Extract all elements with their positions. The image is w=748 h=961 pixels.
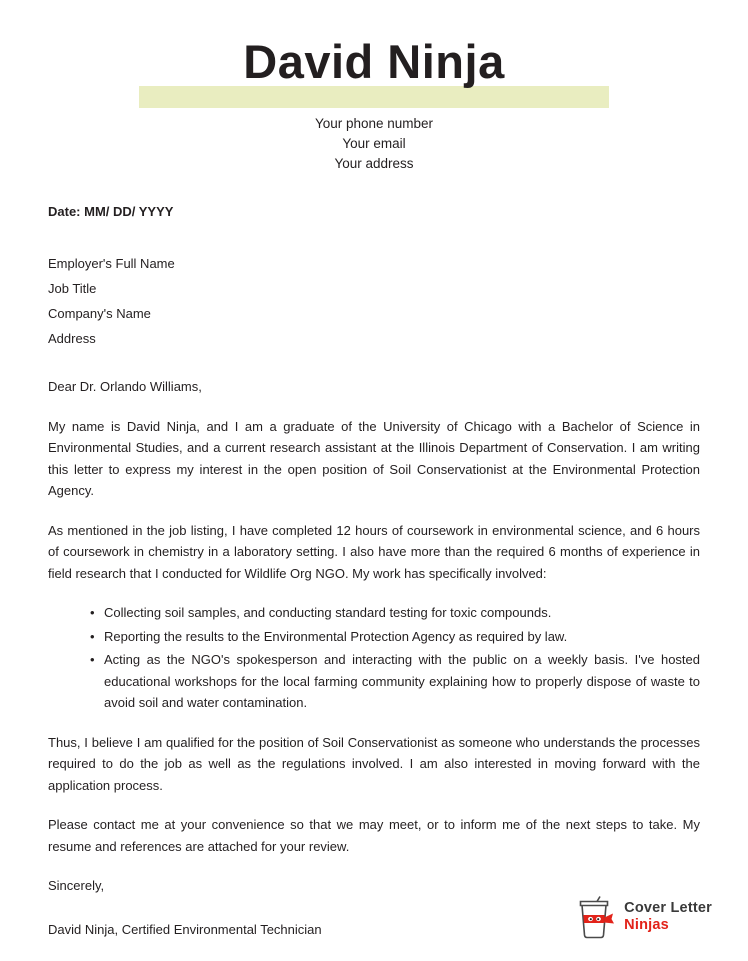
brand-logo-text <box>624 900 712 933</box>
achievements-list <box>48 602 700 714</box>
list-item: • Acting as the NGO's spokesperson and interacting with the public on a weekly basis. I've hosted educational workshops for the local farming community explaining how to properly dispose of waste to avoid soil and water contamination. <box>90 649 700 714</box>
list-item: • Collecting soil samples, and conducting standard testing for toxic compounds. <box>90 602 700 624</box>
paragraph-1: My name is David Ninja, and I am a graduate of the University of Chicago with a Bachelor of Science in Environmental Studies, and a current research assistant at the Illinois Department of Conservation. I am writing this letter to express my interest in the open position of Soil Conservationist at the Environmental Protection Agency. <box>48 418 700 499</box>
contact-address: Your address <box>334 155 414 171</box>
paragraph-3: Thus, I believe I am qualified for the position of Soil Conservationist as someone who understands the processes required to do the job as well as the regulations involved. I am also interested in moving forward with the application process. <box>48 734 700 793</box>
brand-name-line2: Ninjas <box>624 917 669 933</box>
brand-name-line1: Cover Letter <box>624 900 712 917</box>
brand-logo[interactable] <box>573 895 712 939</box>
closing: Sincerely, <box>48 878 105 894</box>
recipient-job-title: Job Title <box>48 280 97 296</box>
recipient-company: Company's Name <box>48 305 151 321</box>
recipient-name: Employer's Full Name <box>48 255 175 271</box>
name-block <box>243 36 504 88</box>
recipient-address: Address <box>48 330 96 346</box>
contact-block <box>0 114 748 174</box>
contact-email: Your email <box>342 135 406 151</box>
letter-body <box>0 204 748 941</box>
paragraph-4: Please contact me at your convenience so that we may meet, or to inform me of the next steps to take. My resume and references are attached for your review. <box>48 817 700 854</box>
ninja-cup-icon <box>573 895 615 939</box>
recipient-block <box>48 251 700 351</box>
salutation: Dear Dr. Orlando Williams, <box>48 378 202 394</box>
date-line: Date: MM/ DD/ YYYY <box>48 203 174 219</box>
signature-line: David Ninja, Certified Environmental Technician <box>48 921 322 937</box>
name-highlight-bar <box>139 86 609 108</box>
page-title: David Ninja <box>243 35 505 88</box>
letter-header <box>0 0 748 174</box>
paragraph-2: As mentioned in the job listing, I have completed 12 hours of coursework in environmental science, and 6 hours of coursework in chemistry in a laboratory setting. I also have more than the required 6 months of experience in field research that I conducted for Wildlife Org NGO. My work has specifically involved: <box>48 522 700 581</box>
list-item: • Reporting the results to the Environmental Protection Agency as required by law. <box>90 626 700 648</box>
contact-phone: Your phone number <box>314 115 434 131</box>
